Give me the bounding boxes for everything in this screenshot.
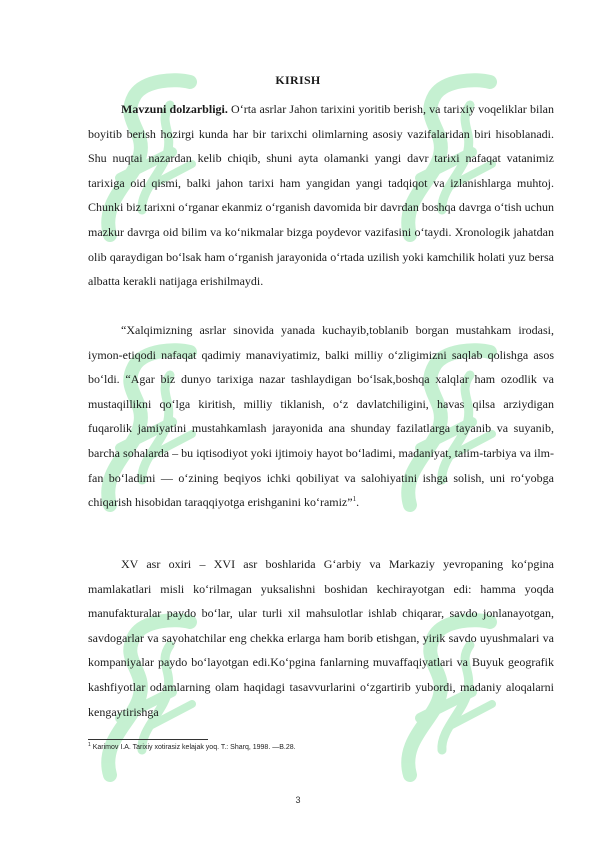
paragraph-quote xyxy=(88,318,554,515)
footnote-marker: 1 xyxy=(88,742,91,748)
footnote xyxy=(88,744,554,751)
paragraph-end: . xyxy=(356,495,360,510)
footnote-reference[interactable]: 1 xyxy=(352,495,357,504)
paragraph-history xyxy=(88,552,554,724)
paragraph-text: “Xalqimizning asrlar sinovida yanada kuchayib,toblanib borgan mustahkam irodasi, iymon-etiqodi nafaqat qadimiy manaviyatimiz, balki milliy o‘zligimizni saqlab qolishga asos bo‘ldi. “Agar biz dunyo tarixiga nazar tashlaydigan bo‘lsak,boshqa xalqlar ham ozodlik va mustaqillikni qo‘lga kiritish, milliy tiklanish, o‘z davlatchiligini, havas qilsa arziydigan fuqarolik jamiyatini mustahkamlash jarayonida ana shunday fazilatlarga tayanib va suyanib, barcha sohalarda – bu iqtisodiyot yoki ijtimoiy hayot bo‘ladimi, madaniyat, talim-tarbiya va ilm-fan bo‘ladimi — o‘zining beqiyos ichki qobiliyat va salohiyatini ishga solish, uni ro‘yobga chiqarish hisobidan taraqqiyotga erishganini ko‘ramiz” xyxy=(88,323,554,510)
paragraph-text: XV asr oxiri – XVI asr boshlarida G‘arbiy va Markaziy yevropaning ko‘pgina mamlakatlari misli ko‘rilmagan yuksalishni boshidan kechirayotgan edi: hamma yoqda manufakturalar paydo bo‘lar, ular turli xil mahsulotlar ishlab chiqarar, savdo jonlanayotgan, savdogarlar va sayohatchilar eng chekka erlarga ham borib etishgan, yirik savdo uyushmalari va kompaniyalar paydo bo‘layotgan edi.Ko‘pgina fanlarning muvaffaqiyatlari va Buyuk geografik kashfiyotlar odamlarning olam haqidagi tasavvurlarini o‘zgartirib yubordi, madaniy aloqalarni kengaytirishga xyxy=(88,557,554,719)
paragraph-relevance xyxy=(88,97,554,294)
section-heading: KIRISH xyxy=(275,73,321,87)
paragraph-lead: Mavzuni dolzarbligi. xyxy=(121,102,228,116)
footnote-divider xyxy=(88,739,208,740)
page-number: 3 xyxy=(295,795,301,805)
footnote-text: Karimov I.A. Tarixiy xotirasiz kelajak yoq. T.: Sharq, 1998. —B.28. xyxy=(90,744,296,751)
paragraph-text: O‘rta asrlar Jahon tarixini yoritib berish, va tarixiy voqeliklar bilan boyitib berish hozirgi kunda har bir tarixchi olimlarning asosiy vazifalaridan biri hisoblanadi. Shu nuqtai nazardan kelib chiqib, shuni ayta olamanki yangi davr tarixi nafaqat vatanimiz tarixiga oid qismi, balki jahon tarixi ham yangidan yangi tadqiqot va izlanishlarga muhtoj. Chunki biz tarixni o‘rganar ekanmiz o‘rganish davomida bir davrdan boshqa davrga o‘tish uchun mazkur davrga oid bilim va ko‘nikmalar bizga poydevor vazifasini o‘taydi. Xronologik jahatdan olib qaraydigan bo‘lsak ham o‘rganish jarayonida o‘rtada uzilish yoki kamchilik holati yuz bersa albatta kerakli natijaga erishilmaydi. xyxy=(88,102,554,289)
